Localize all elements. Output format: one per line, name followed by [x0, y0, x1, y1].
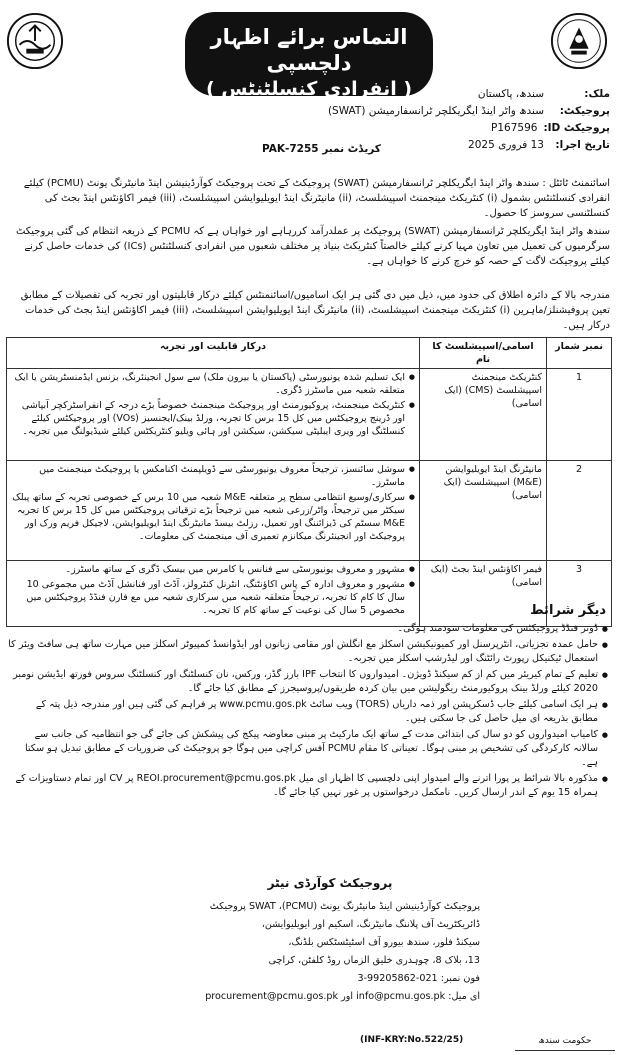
terms-title: دیگر شرائط: [530, 603, 606, 618]
qualification-item: ● سرکاری/وسیع انتظامی سطح پر متعلقہ M&E شعبہ میں 10 برس کے خصوصی تجربہ کے ساتھ پبلک سیکٹر میں ترجیحاً، واٹر/زرعی شعبہ میں ترجیحاً بڑے ترقیاتی پروجیکٹس میں کل 15 برس کا تجربہ M&E سسٹم کی ڈیزائننگ اور تعمیل، رزلٹ بیسڈ مانیٹرنگ اینڈ ایویلیوایشن، لاجیکل فریم ورک اور پروجیکٹ اور انجینئرنگ میکانزم تعمیری آف مینجمنٹ کی معلومات۔: [11, 491, 415, 543]
phone-label: فون نمبر:: [440, 973, 480, 984]
footer-note: حکومت سندھ: [515, 1032, 615, 1051]
table-header-row: [7, 338, 612, 369]
swat-project-logo-icon: [6, 12, 64, 70]
assignment-title: اسائنمنٹ ٹائٹل : سندھ واٹر اینڈ ایگریکلچر ٹرانسفارمیشن (SWAT) پروجیکٹ کے تحت پروجیکٹ کوآرڈینیشن اینڈ مانیٹرنگ یونٹ (PCMU) کیلئے انفرادی کنسلٹنٹس بشمول (i) کنٹریکٹ مینجمنٹ اسپیشلسٹ، (ii) مانیٹرنگ اینڈ ایویلیوایشن اسپیشلسٹ، (iii) فیمر اکاؤنٹس اینڈ بجٹ کی کنسلٹنسی سروسز کا حصول۔: [23, 178, 610, 219]
address-line: 13، بلاک 8، چوہدری خلیق الزماں روڈ کلفٹن، کراچی: [268, 955, 480, 966]
phone-row: [190, 970, 480, 988]
qualification-item: ● مشہور و معروف ادارہ کے پاس اکاؤنٹنگ، انٹرنل کنٹرولز، آڈٹ اور فنانشل آڈٹ میں مجموعی 10 سال کا کام کا تجربہ، ترجیحاً متعلقہ شعبہ میں سرکاری شعبہ میں مع فارن فنڈڈ پروجیکٹس میں مخصوص 5 سال کی نوعیت کے ساتھ کام کا تجربہ۔: [11, 578, 415, 617]
address-block: [190, 898, 480, 1006]
qualification-item: ● کنٹریکٹ مینجمنٹ، پروکیورمنٹ اور پروجیکٹ مینجمنٹ خصوصاً بڑے درجہ کے انفراسٹرکچر آبپاشی اور ڈرینج پروجیکٹس میں کل 15 برس کا تجربہ، ورلڈ بینک/ایجنسیز (VOs) اور پروجیکٹس کیلئے کنسلٹنگ اور ویری ایبلیٹی سیکشن، سیکشن اور ہائی ویلیو کنٹریکٹس کیلئے شیڈیولنگ میں تجربہ۔: [11, 399, 415, 438]
header-qualification: درکار قابلیت اور تجربہ: [7, 338, 420, 369]
address-line: ڈائریکٹریٹ آف پلاننگ مانیٹرنگ، اسکیم اور ایویلیوایشن،: [261, 919, 480, 930]
requirements-table: [6, 337, 612, 627]
date-label: تاریخ اجرا:: [555, 139, 610, 151]
date-value: 13 فروری 2025: [468, 139, 544, 151]
qualification-item: ● سوشل سائنسز، ترجیحاً معروف یونیورسٹی سے ڈویلپمنٹ اکنامکس یا پروجیکٹ مینجمنٹ میں ماسٹرز۔: [11, 463, 415, 489]
qualification-item: ● ایک تسلیم شدہ یونیورسٹی (پاکستان یا بیرون ملک) سے سول انجینئرنگ، بزنس ایڈمنسٹریشن یا ایک متعلقہ شعبہ میں ماسٹرز ڈگری۔: [11, 371, 415, 397]
row-position: مانیٹرنگ اینڈ ایویلیوایشن (M&E) اسپیشلسٹ (ایک اسامی): [420, 461, 547, 561]
project-row: [8, 103, 610, 120]
email-line: ای میل: info@pcmu.gos.pk اور procurement@pcmu.gos.pk: [205, 991, 480, 1002]
coordinator-title: پروجیکٹ کوآرڈی نیٹر: [267, 876, 393, 890]
term-item: ● تعلیم کے تمام کیریئر میں کم از کم سیکنڈ ڈویژن۔ امیدواروں کا انتخاب IPF بارز گڈز، ورکس، نان کنسلٹنگ اور کنسلٹنگ سروس فورتھ ایڈیشن نومبر 2020 کیلئے ورلڈ بینک پروکیورمنٹ ریگولیشن میں بیان کردہ طریقوں/پروسیجرز کے مطابق کیا جائے گا۔: [8, 668, 608, 696]
header-serial: نمبر شمار: [547, 338, 612, 369]
government-of-sindh-seal-icon: [550, 12, 608, 70]
country-value: سندھ، پاکستان: [477, 88, 544, 100]
row-serial: 1: [547, 369, 612, 461]
project-id-value: P167596: [491, 122, 538, 134]
row-position: کنٹریکٹ مینجمنٹ اسپیشلسٹ (CMS) (ایک اسامی): [420, 369, 547, 461]
credit-number: کریڈٹ نمبر 7255-PAK: [262, 143, 381, 155]
project-id-label: پروجیکٹ ID:: [543, 122, 610, 134]
table-row: [7, 461, 612, 561]
project-id-row: [8, 120, 610, 137]
row-serial: 3: [547, 561, 612, 627]
address-line: پروجیکٹ کوآرڈینیشن اینڈ مانیٹرنگ یونٹ (PCMU)، SWAT پروجیکٹ: [209, 901, 480, 912]
header-position: اسامی/اسپیشلسٹ کا نام: [420, 338, 547, 369]
row-serial: 2: [547, 461, 612, 561]
intro-paragraph: سندھ واٹر اینڈ ایگریکلچر ٹرانسفارمیشن (SWAT) پروجیکٹ پر عملدرآمد کررہاہے اور خواہاں ہے کہ PCMU کے ذریعہ انتظام کی گئی پروجیکٹ سرگرمیوں کی تعمیل میں تعاون مہیا کرنے کیلئے خالصتاً کنٹریکٹ بنیاد پر مختلف شعبوں میں انفرادی کنسلٹنٹس (ICs) کی خدمات حاصل کرنے کیلئے پروجیکٹ لاگت کے حصہ کو خرچ کرنے کا خواہاں ہے۔: [15, 226, 610, 267]
row-qualification: [7, 369, 420, 461]
project-value: سندھ واٹر اینڈ ایگریکلچر ٹرانسفارمیشن (SWAT): [327, 105, 544, 117]
qualification-item: ● مشہور و معروف یونیورسٹی سے فنانس یا کامرس میں بیسک ڈگری کے ساتھ ماسٹرز۔: [11, 563, 415, 576]
term-item: ● ڈونر فنڈڈ پروجیکٹس کی معلومات سودمند ہوگی۔: [8, 622, 608, 636]
phone-number: 021-99205862-3: [357, 973, 438, 984]
country-row: [8, 86, 610, 103]
term-item: ● مذکورہ بالا شرائط پر پورا اترنے والے امیدوار اپنی دلچسپی کا اظہار ای میل REOI.procurement@pcmu.gos.pk پر CV اور تمام دستاویزات کے ہمراہ 15 یوم کے اندر ارسال کریں۔ نامکمل درخواستوں پر غور نہیں کیا جائے گا۔: [8, 772, 608, 800]
term-item: ● حامل عمدہ تجزیاتی، انٹرپرسنل اور کمیونیکیشن اسکلز مع انگلش اور مقامی زبانوں اور ایڈوانسڈ کمپیوٹر اسکلز میں مہارت ساتھ ہی سافٹ ویئر کا استعمال ٹیکنیکل رپورٹ رائٹنگ اور لیڈرشپ اسکلز میں تجربہ۔: [8, 638, 608, 666]
terms-list: [8, 622, 608, 802]
project-label: پروجیکٹ:: [559, 105, 610, 117]
title-line2: ( انفرادی کنسلٹنٹس ): [205, 78, 413, 100]
table-row: [7, 561, 612, 627]
country-label: ملک:: [584, 88, 610, 100]
row-qualification: [7, 561, 420, 627]
scope-paragraph: مندرجہ بالا کے دائرہ اطلاق کی حدود میں، ذیل میں دی گئی ہر ایک اسامیوں/اسائنمنٹس کیلئے درکار قابلیتوں اور تجربہ کی تفصیلات کے مطابق تعین پروفیشنلز/ماہرین (i) کنٹریکٹ مینجمنٹ اسپیشلسٹ، (ii) مانیٹرنگ اینڈ ایویلیوایشن اسپیشلسٹ، (iii) فیمر اکاؤنٹس اینڈ بجٹ کی خدمات درکار ہیں۔: [20, 290, 610, 331]
address-line: سیکنڈ فلور، سندھ بیورو آف اسٹیٹسٹکس بلڈنگ،: [288, 937, 480, 948]
row-position: فیمر اکاؤنٹس اینڈ بجٹ (ایک اسامی): [420, 561, 547, 627]
row-qualification: [7, 461, 420, 561]
term-item: ● کامیاب امیدواروں کو دو سال کی ابتدائی مدت کے ساتھ ایک مارکیٹ پر مبنی معاوضہ پیکج کی پیشکش کی جائے گی جو انتظامیہ کی جانب سے سالانہ کارکردگی کی تشخیص پر مبنی ہوگا۔ تعیناتی کا مقام PCMU آفس کراچی میں ہوگا جو پروجیکٹ کی ضروریات کے مطابق تبدیل ہو سکتا ہے۔: [8, 728, 608, 770]
title-banner: [185, 12, 433, 100]
title-line1: التماس برائے اظہار دلچسپی: [210, 25, 408, 75]
term-item: ● ہر ایک اسامی کیلئے جاب ڈسکرپشن اور ذمہ داریاں (TORS) ویب سائٹ www.pcmu.gos.pk پر فراہم کی گئی ہیں اور مندرجہ ذیل پتہ کے مطابق بذریعہ ای میل حاصل کی جا سکتی ہیں۔: [8, 698, 608, 726]
reference-number: (INF-KRY:No.522/25): [360, 1035, 464, 1045]
table-row: [7, 369, 612, 461]
